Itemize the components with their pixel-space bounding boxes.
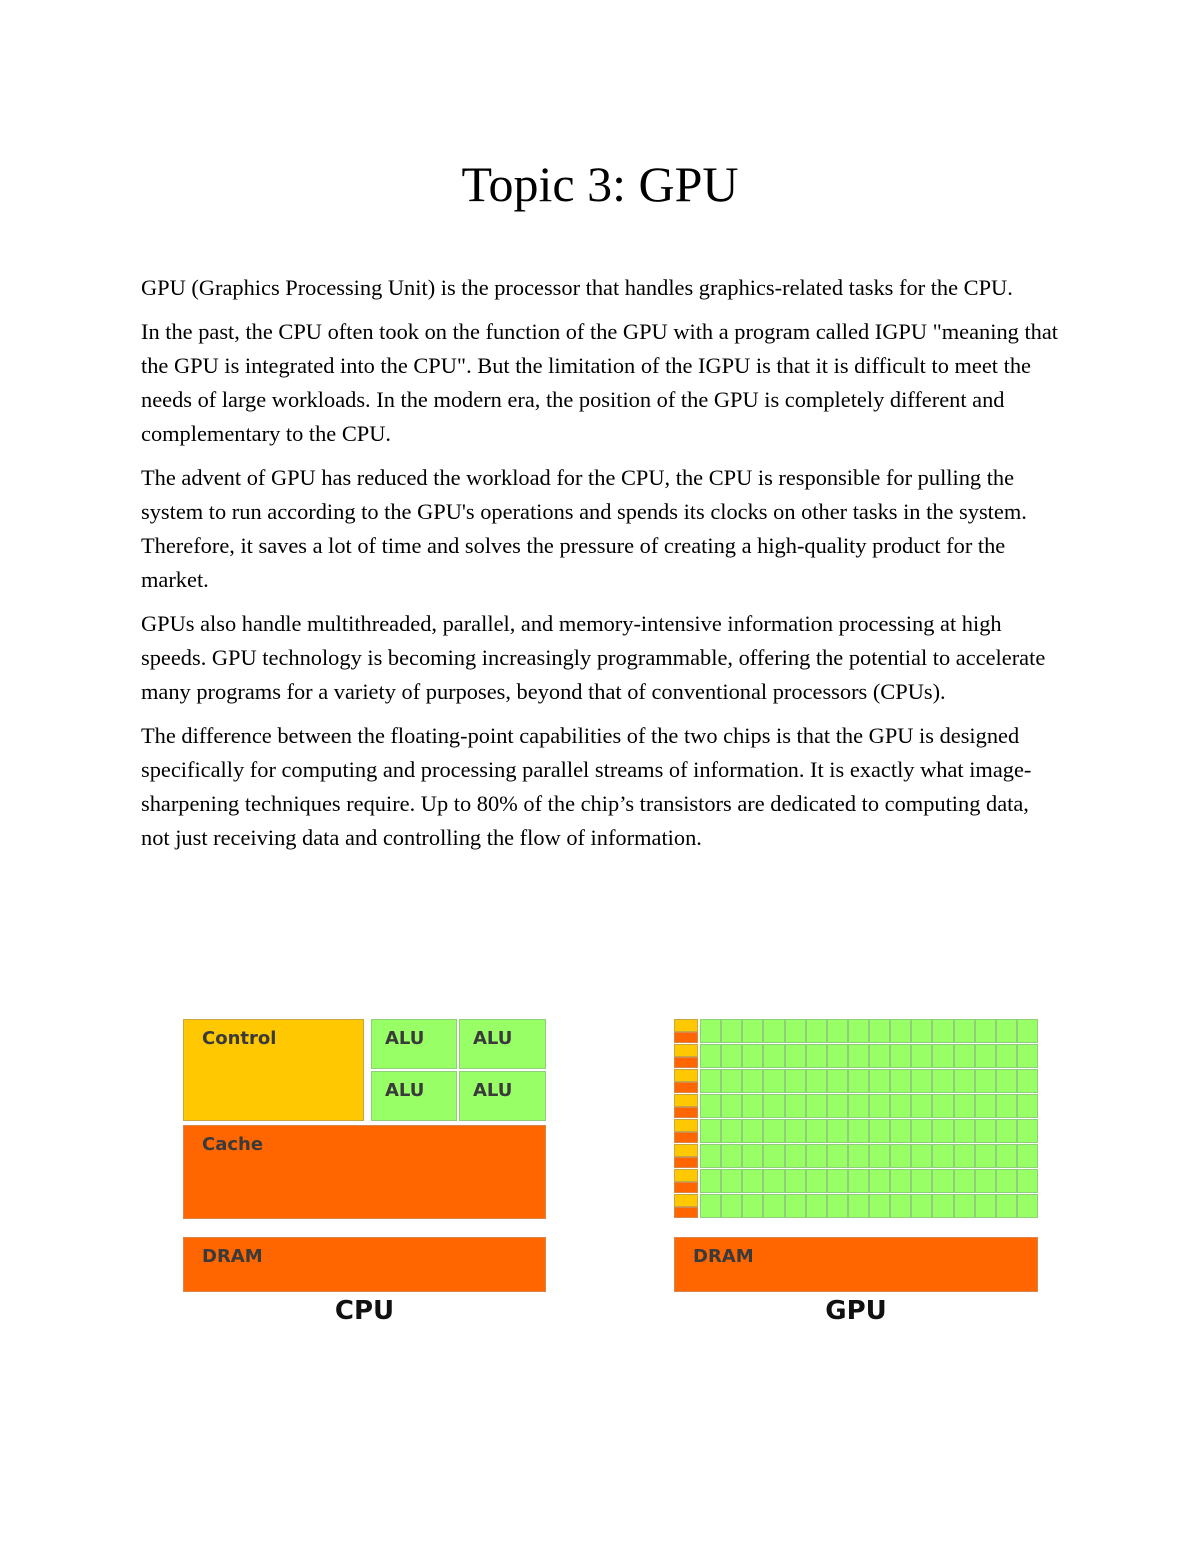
gpu-alu-cell: [848, 1019, 869, 1043]
gpu-alu-cell: [700, 1169, 721, 1193]
gpu-alu-cell: [785, 1044, 806, 1068]
gpu-alu-cell: [1017, 1044, 1038, 1068]
gpu-alu-cell: [721, 1144, 742, 1168]
gpu-alu-cell: [848, 1094, 869, 1118]
gpu-cache-cell: [674, 1207, 698, 1219]
gpu-alu-cell: [890, 1119, 911, 1143]
gpu-control-cell: [674, 1069, 698, 1082]
gpu-cache-cell: [674, 1132, 698, 1144]
gpu-alu-cell: [721, 1094, 742, 1118]
gpu-dram-block: DRAM: [674, 1237, 1038, 1292]
paragraph-1: GPU (Graphics Processing Unit) is the processor that handles graphics-related tasks for the CPU.: [141, 275, 1013, 300]
gpu-alu-cell: [742, 1044, 763, 1068]
gpu-alu-cell: [975, 1044, 996, 1068]
gpu-alu-cell: [806, 1169, 827, 1193]
cpu-cache-block: Cache: [183, 1125, 546, 1219]
gpu-alu-cell: [721, 1169, 742, 1193]
gpu-alu-cell: [742, 1144, 763, 1168]
gpu-alu-cell: [827, 1144, 848, 1168]
gpu-alu-cell: [869, 1019, 890, 1043]
gpu-cache-cell: [674, 1082, 698, 1094]
gpu-alu-cell: [954, 1094, 975, 1118]
gpu-alu-cell: [911, 1069, 932, 1093]
gpu-alu-cell: [996, 1119, 1017, 1143]
gpu-alu-cell: [763, 1119, 784, 1143]
gpu-alu-cell: [763, 1044, 784, 1068]
cpu-alu-block: ALU: [371, 1019, 457, 1069]
cpu-alu-block: ALU: [371, 1071, 457, 1121]
gpu-alu-cell: [890, 1169, 911, 1193]
gpu-alu-cell: [827, 1119, 848, 1143]
gpu-alu-cell: [911, 1094, 932, 1118]
gpu-alu-cell: [721, 1019, 742, 1043]
gpu-alu-cell: [1017, 1119, 1038, 1143]
gpu-alu-cell: [806, 1019, 827, 1043]
gpu-alu-cell: [785, 1169, 806, 1193]
gpu-caption: GPU: [825, 1296, 887, 1326]
gpu-alu-cell: [700, 1144, 721, 1168]
gpu-alu-cell: [827, 1169, 848, 1193]
gpu-control-cell: [674, 1119, 698, 1132]
gpu-alu-cell: [1017, 1069, 1038, 1093]
gpu-alu-cell: [996, 1069, 1017, 1093]
cpu-alu-block: ALU: [459, 1019, 546, 1069]
gpu-alu-cell: [869, 1069, 890, 1093]
gpu-alu-cell: [742, 1019, 763, 1043]
gpu-core-grid: [674, 1019, 1038, 1219]
paragraph-4: GPUs also handle multithreaded, parallel, and memory-intensive information processing at high speeds. GPU technology is becoming increasingly programmable, offering the potential to accelerate many programs for a variety of purposes, beyond that of conventional processors (CPUs).: [141, 611, 1046, 704]
gpu-alu-cell: [763, 1194, 784, 1218]
cpu-control-block: Control: [183, 1019, 364, 1121]
gpu-alu-cell: [932, 1194, 953, 1218]
gpu-alu-cell: [785, 1019, 806, 1043]
gpu-alu-cell: [806, 1069, 827, 1093]
gpu-alu-cell: [700, 1094, 721, 1118]
gpu-alu-cell: [869, 1094, 890, 1118]
gpu-alu-cell: [932, 1119, 953, 1143]
gpu-alu-cell: [975, 1144, 996, 1168]
gpu-alu-cell: [721, 1069, 742, 1093]
gpu-alu-cell: [827, 1044, 848, 1068]
gpu-alu-cell: [996, 1194, 1017, 1218]
gpu-alu-cell: [1017, 1194, 1038, 1218]
gpu-alu-cell: [932, 1069, 953, 1093]
page-title: Topic 3: GPU: [461, 156, 739, 212]
cpu-alu-block: ALU: [459, 1071, 546, 1121]
gpu-control-cell: [674, 1169, 698, 1182]
body-text: [141, 271, 1061, 865]
gpu-alu-cell: [954, 1169, 975, 1193]
gpu-alu-cell: [890, 1044, 911, 1068]
gpu-alu-cell: [763, 1069, 784, 1093]
gpu-alu-cell: [890, 1094, 911, 1118]
gpu-alu-cell: [911, 1019, 932, 1043]
gpu-alu-cell: [954, 1044, 975, 1068]
gpu-alu-cell: [932, 1094, 953, 1118]
gpu-alu-cell: [954, 1119, 975, 1143]
gpu-alu-cell: [954, 1194, 975, 1218]
gpu-alu-cell: [848, 1119, 869, 1143]
gpu-alu-cell: [890, 1144, 911, 1168]
gpu-alu-cell: [869, 1044, 890, 1068]
gpu-alu-cell: [996, 1044, 1017, 1068]
gpu-alu-cell: [996, 1094, 1017, 1118]
gpu-alu-cell: [932, 1169, 953, 1193]
gpu-alu-cell: [806, 1094, 827, 1118]
gpu-alu-cell: [742, 1069, 763, 1093]
gpu-alu-cell: [975, 1094, 996, 1118]
gpu-alu-cell: [911, 1044, 932, 1068]
gpu-alu-cell: [700, 1119, 721, 1143]
gpu-alu-cell: [742, 1119, 763, 1143]
gpu-alu-cell: [785, 1069, 806, 1093]
paragraph-5: The difference between the floating-point capabilities of the two chips is that the GPU is designed specifically for computing and processing parallel streams of information. It is exactly what image-sharpening techniques require. Up to 80% of the chip’s transistors are dedicated to computing data, not just receiving data and controlling the flow of information.: [141, 723, 1032, 850]
gpu-alu-cell: [827, 1094, 848, 1118]
gpu-alu-cell: [700, 1044, 721, 1068]
gpu-alu-cell: [763, 1169, 784, 1193]
gpu-alu-cell: [869, 1144, 890, 1168]
gpu-cache-cell: [674, 1107, 698, 1119]
gpu-alu-cell: [996, 1144, 1017, 1168]
paragraph-2: In the past, the CPU often took on the function of the GPU with a program called IGPU "meaning that the GPU is integrated into the CPU". But the limitation of the IGPU is that it is difficult to meet the needs of large workloads. In the modern era, the position of the GPU is completely different and complementary to the CPU.: [141, 319, 1059, 446]
gpu-alu-cell: [763, 1019, 784, 1043]
gpu-alu-cell: [721, 1119, 742, 1143]
gpu-alu-cell: [700, 1194, 721, 1218]
gpu-cache-cell: [674, 1057, 698, 1069]
gpu-alu-cell: [848, 1169, 869, 1193]
gpu-alu-cell: [954, 1019, 975, 1043]
gpu-alu-cell: [975, 1119, 996, 1143]
gpu-alu-cell: [1017, 1019, 1038, 1043]
gpu-cache-cell: [674, 1157, 698, 1169]
gpu-control-cell: [674, 1194, 698, 1207]
gpu-alu-cell: [785, 1194, 806, 1218]
gpu-alu-cell: [742, 1094, 763, 1118]
gpu-alu-cell: [890, 1019, 911, 1043]
gpu-alu-cell: [848, 1069, 869, 1093]
gpu-alu-cell: [763, 1144, 784, 1168]
gpu-alu-cell: [785, 1144, 806, 1168]
gpu-alu-cell: [932, 1144, 953, 1168]
gpu-alu-cell: [911, 1144, 932, 1168]
gpu-alu-cell: [700, 1019, 721, 1043]
gpu-alu-cell: [721, 1194, 742, 1218]
gpu-alu-cell: [827, 1069, 848, 1093]
gpu-alu-cell: [954, 1069, 975, 1093]
gpu-alu-cell: [975, 1069, 996, 1093]
gpu-alu-cell: [742, 1194, 763, 1218]
gpu-alu-cell: [975, 1194, 996, 1218]
gpu-alu-cell: [785, 1119, 806, 1143]
gpu-control-cell: [674, 1144, 698, 1157]
gpu-alu-cell: [806, 1194, 827, 1218]
gpu-alu-cell: [1017, 1169, 1038, 1193]
gpu-alu-cell: [911, 1169, 932, 1193]
gpu-alu-cell: [721, 1044, 742, 1068]
gpu-alu-cell: [848, 1144, 869, 1168]
gpu-alu-cell: [848, 1194, 869, 1218]
gpu-cache-cell: [674, 1032, 698, 1044]
gpu-alu-cell: [911, 1119, 932, 1143]
gpu-alu-cell: [827, 1019, 848, 1043]
gpu-alu-cell: [869, 1119, 890, 1143]
gpu-alu-cell: [742, 1169, 763, 1193]
gpu-control-cell: [674, 1044, 698, 1057]
gpu-alu-cell: [932, 1019, 953, 1043]
gpu-alu-cell: [1017, 1144, 1038, 1168]
gpu-alu-cell: [763, 1094, 784, 1118]
gpu-alu-cell: [890, 1069, 911, 1093]
cpu-dram-block: DRAM: [183, 1237, 546, 1292]
paragraph-3: The advent of GPU has reduced the workload for the CPU, the CPU is responsible for pulling the system to run according to the GPU's operations and spends its clocks on other tasks in the system. Therefore, it saves a lot of time and solves the pressure of creating a high-quality product for the market.: [141, 465, 1027, 592]
gpu-alu-cell: [975, 1019, 996, 1043]
gpu-alu-cell: [806, 1044, 827, 1068]
gpu-alu-cell: [785, 1094, 806, 1118]
gpu-alu-cell: [827, 1194, 848, 1218]
gpu-alu-cell: [954, 1144, 975, 1168]
gpu-alu-cell: [869, 1169, 890, 1193]
gpu-cache-cell: [674, 1182, 698, 1194]
gpu-alu-cell: [806, 1119, 827, 1143]
gpu-alu-cell: [975, 1169, 996, 1193]
gpu-alu-cell: [932, 1044, 953, 1068]
gpu-alu-cell: [869, 1194, 890, 1218]
gpu-alu-cell: [806, 1144, 827, 1168]
gpu-control-cell: [674, 1094, 698, 1107]
gpu-alu-cell: [996, 1169, 1017, 1193]
cpu-caption: CPU: [334, 1296, 395, 1326]
gpu-alu-cell: [1017, 1094, 1038, 1118]
gpu-alu-cell: [996, 1019, 1017, 1043]
gpu-alu-cell: [911, 1194, 932, 1218]
gpu-alu-cell: [848, 1044, 869, 1068]
gpu-alu-cell: [890, 1194, 911, 1218]
gpu-control-cell: [674, 1019, 698, 1032]
gpu-alu-cell: [700, 1069, 721, 1093]
